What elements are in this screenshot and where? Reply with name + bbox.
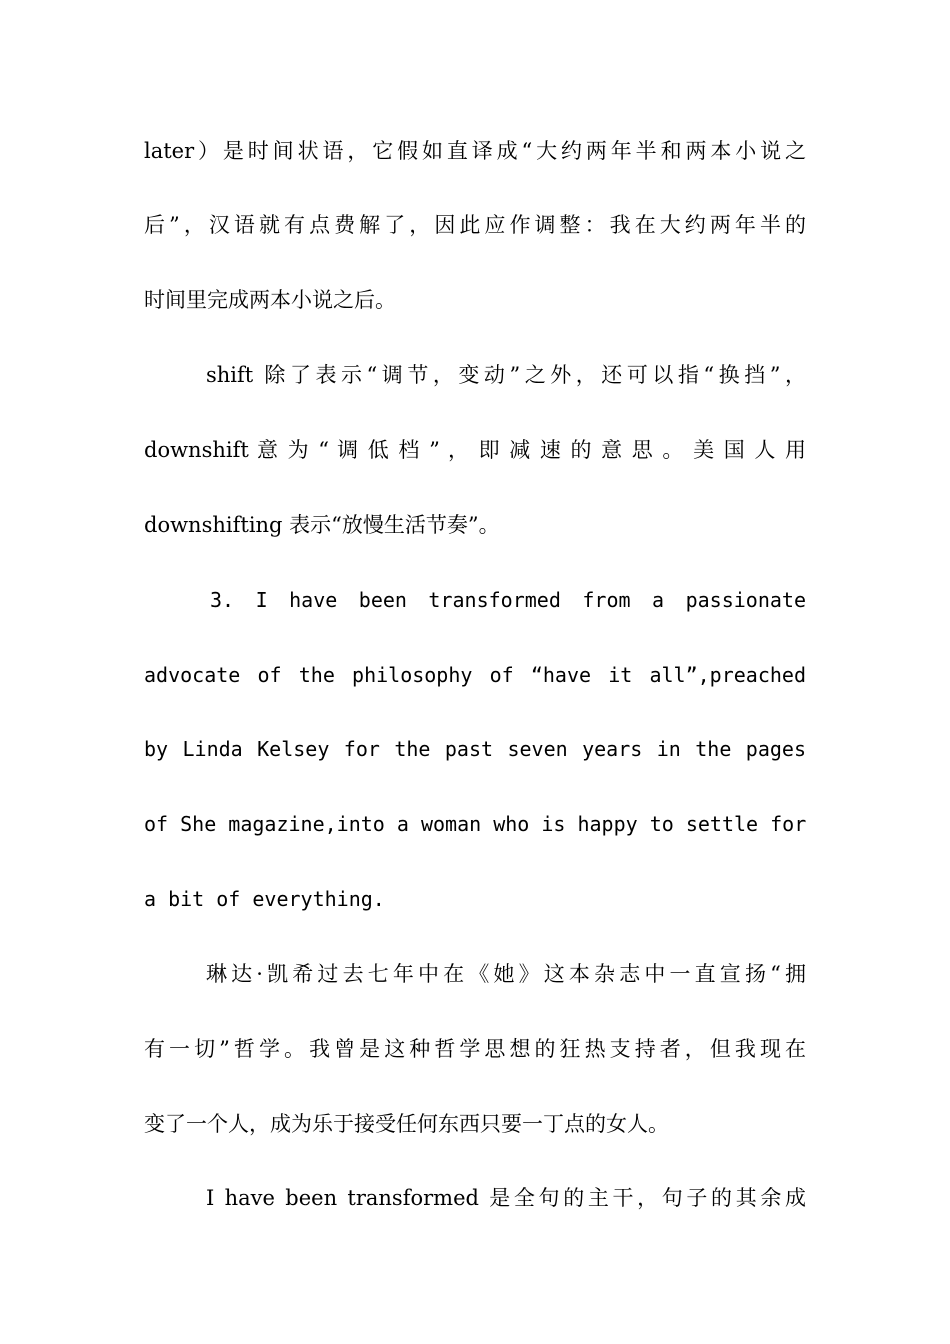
- text-line-13: 有一切”哲学。我曾是这种哲学思想的狂热支持者，但我现在: [144, 1037, 806, 1061]
- text-line-15: I have been transformed 是全句的主干，句子的其余成: [206, 1186, 806, 1210]
- text-line-14: 变了一个人，成为乐于接受任何东西只要一丁点的女人。: [144, 1112, 669, 1136]
- text-line-9: by Linda Kelsey for the past seven years in the pages: [144, 737, 806, 761]
- text-line-12: 琳达·凯希过去七年中在《她》这本杂志中一直宣扬“拥: [206, 962, 806, 986]
- text-line-2: 后”，汉语就有点费解了，因此应作调整：我在大约两年半的: [144, 213, 806, 237]
- text-line-7: 3. I have been transformed from a passionate: [210, 588, 806, 612]
- text-line-10: of She magazine,into a woman who is happy to settle for: [144, 812, 806, 836]
- text-line-8: advocate of the philosophy of “have it all”,preached: [144, 663, 806, 687]
- text-line-6: downshifting 表示“放慢生活节奏”。: [144, 513, 500, 537]
- text-line-5: downshift 意 为 “ 调 低 档 ” ， 即 减 速 的 意 思 。 美 国 人 用: [144, 438, 806, 462]
- text-line-11: a bit of everything.: [144, 887, 385, 911]
- text-line-3: 时间里完成两本小说之后。: [144, 288, 396, 312]
- text-line-4: shift 除了表示“调节，变动”之外，还可以指“换挡”，: [206, 363, 806, 387]
- text-line-1: later）是时间状语，它假如直译成“大约两年半和两本小说之: [144, 139, 806, 163]
